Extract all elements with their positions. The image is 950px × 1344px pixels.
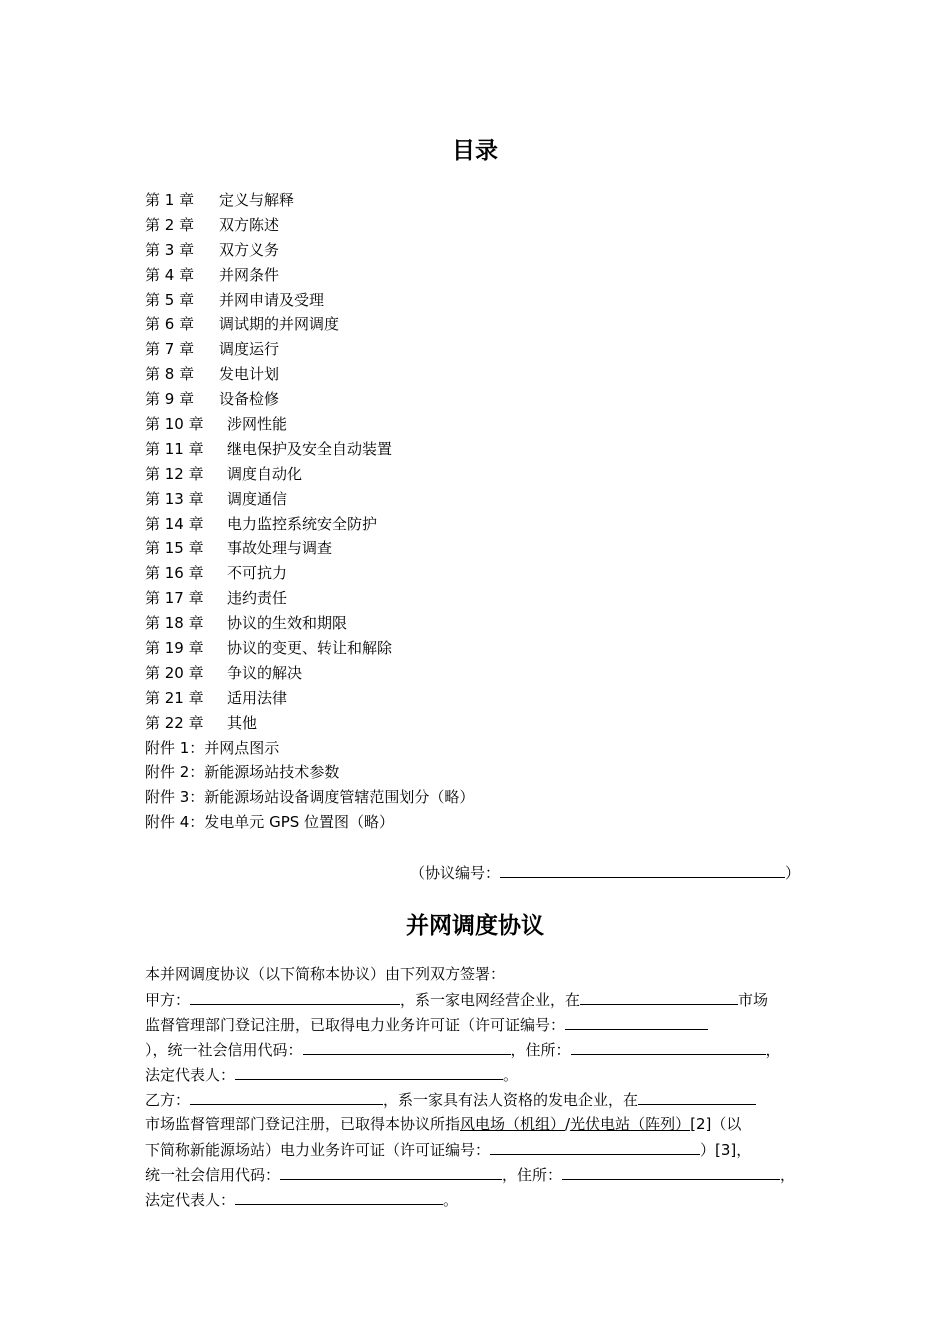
chapter-title: 协议的变更、转让和解除 xyxy=(227,639,393,658)
party-b-text: / xyxy=(565,1115,571,1133)
toc-entry xyxy=(145,337,825,362)
appendix-entry: 附件 3：新能源场站设备调度管辖范围划分（略） xyxy=(145,788,475,807)
party-b-text: 市场监督管理部门登记注册，已取得本协议所指 xyxy=(145,1115,461,1133)
chapter-number: 第 5 章 xyxy=(145,290,195,309)
party-a-text: ，系一家电网经营企业，在 xyxy=(400,991,581,1009)
chapter-title: 其他 xyxy=(227,713,258,732)
party-a-text: 监督管理部门登记注册，已取得电力业务许可证（许可证编号： xyxy=(145,1016,566,1034)
chapter-number: 第 12 章 xyxy=(145,464,204,483)
agreement-title: 并网调度协议 xyxy=(406,913,544,939)
toc-entry xyxy=(145,437,825,462)
chapter-title: 调试期的并网调度 xyxy=(219,315,340,334)
chapter-title: 争议的解决 xyxy=(227,663,303,682)
chapter-number: 第 22 章 xyxy=(145,713,204,732)
party-b-text: 统一社会信用代码： xyxy=(145,1166,281,1184)
toc-entry xyxy=(145,213,825,238)
party-a-label: 甲方： xyxy=(145,991,191,1009)
party-b-text: [2]（以 xyxy=(690,1115,742,1133)
toc-entry xyxy=(145,611,825,636)
agreement-number xyxy=(410,860,800,886)
table-of-contents xyxy=(145,188,825,835)
chapter-number: 第 1 章 xyxy=(145,191,195,209)
party-a-name-blank xyxy=(190,987,400,1005)
party-a-text: ，住所： xyxy=(510,1041,571,1059)
party-b-line-2 xyxy=(145,1112,810,1137)
party-b-name-blank xyxy=(190,1087,383,1105)
chapter-number: 第 6 章 xyxy=(145,315,195,334)
toc-entry xyxy=(145,586,825,611)
toc-entry xyxy=(145,238,825,263)
chapter-number: 第 9 章 xyxy=(145,390,195,409)
chapter-number: 第 20 章 xyxy=(145,663,204,682)
toc-entry xyxy=(145,536,825,561)
toc-entry xyxy=(145,487,825,512)
chapter-title: 适用法律 xyxy=(227,688,288,707)
party-b-text: ）[3]， xyxy=(700,1141,752,1159)
chapter-list xyxy=(145,188,825,736)
pv-station-option: 光伏电站（阵列） xyxy=(570,1115,691,1133)
toc-entry xyxy=(145,661,825,686)
chapter-title: 继电保护及安全自动装置 xyxy=(227,439,393,458)
chapter-title: 违约责任 xyxy=(227,589,288,608)
party-b-license-blank xyxy=(490,1137,700,1155)
chapter-title: 调度自动化 xyxy=(227,464,303,483)
chapter-title: 调度运行 xyxy=(219,340,280,359)
chapter-number: 第 19 章 xyxy=(145,639,204,658)
chapter-number: 第 2 章 xyxy=(145,215,195,234)
toc-entry xyxy=(145,362,825,387)
chapter-number: 第 14 章 xyxy=(145,514,204,533)
party-a-line-1 xyxy=(145,987,810,1012)
chapter-number: 第 4 章 xyxy=(145,265,195,284)
chapter-title: 设备检修 xyxy=(219,390,280,409)
chapter-number: 第 13 章 xyxy=(145,489,204,508)
toc-entry xyxy=(145,561,825,586)
toc-entry xyxy=(145,188,825,213)
party-b-text: 下简称新能源场站）电力业务许可证（许可证编号： xyxy=(145,1141,491,1159)
toc-title: 目录 xyxy=(452,138,498,164)
agreement-number-blank xyxy=(500,860,785,878)
toc-entry xyxy=(145,288,825,313)
party-b-legal-rep-blank xyxy=(235,1187,443,1205)
chapter-number: 第 18 章 xyxy=(145,614,204,633)
party-b-address-blank xyxy=(562,1162,780,1180)
party-b-text: ， xyxy=(780,1166,796,1184)
party-b-text: ，系一家具有法人资格的发电企业，在 xyxy=(383,1091,639,1109)
party-b-text: 。 xyxy=(443,1191,459,1209)
toc-entry xyxy=(145,263,825,288)
party-a-text: 市场 xyxy=(738,991,769,1009)
chapter-title: 电力监控系统安全防护 xyxy=(227,514,378,533)
party-a-legal-rep-blank xyxy=(235,1062,503,1080)
party-b-city-blank xyxy=(638,1087,756,1105)
toc-entry xyxy=(145,686,825,711)
appendix-entry: 附件 1：并网点图示 xyxy=(145,738,280,757)
party-a-text: 。 xyxy=(503,1066,519,1084)
chapter-title: 协议的生效和期限 xyxy=(227,614,348,633)
party-b-line-4 xyxy=(145,1162,810,1187)
chapter-title: 事故处理与调查 xyxy=(227,539,333,558)
party-b-text: ，住所： xyxy=(502,1166,563,1184)
chapter-title: 定义与解释 xyxy=(219,191,295,209)
party-b-label: 乙方： xyxy=(145,1091,191,1109)
chapter-title: 发电计划 xyxy=(219,365,280,384)
party-a-line-4 xyxy=(145,1062,810,1087)
party-a-credit-code-blank xyxy=(303,1037,511,1055)
chapter-title: 涉网性能 xyxy=(227,415,288,434)
party-a-city-blank xyxy=(580,987,738,1005)
chapter-number: 第 21 章 xyxy=(145,688,204,707)
party-b-line-3 xyxy=(145,1137,810,1162)
party-a-text: ），统一社会信用代码： xyxy=(145,1041,303,1059)
chapter-title: 双方陈述 xyxy=(219,215,280,234)
agreement-number-prefix: （协议编号： xyxy=(410,864,501,882)
party-a-text: ， xyxy=(765,1041,781,1059)
wind-farm-option: 风电场（机组） xyxy=(460,1115,566,1133)
chapter-title: 不可抗力 xyxy=(227,564,288,583)
agreement-body xyxy=(145,962,810,1212)
party-a-line-3 xyxy=(145,1037,810,1062)
appendix-entry: 附件 2：新能源场站技术参数 xyxy=(145,763,340,782)
chapter-title: 并网条件 xyxy=(219,265,280,284)
chapter-title: 调度通信 xyxy=(227,489,288,508)
chapter-title: 双方义务 xyxy=(219,240,280,259)
party-b-line-5 xyxy=(145,1187,810,1212)
chapter-number: 第 11 章 xyxy=(145,439,204,458)
chapter-number: 第 7 章 xyxy=(145,340,195,359)
party-b-text: 法定代表人： xyxy=(145,1191,236,1209)
party-a-license-blank xyxy=(565,1012,708,1030)
toc-entry xyxy=(145,462,825,487)
chapter-number: 第 17 章 xyxy=(145,589,204,608)
chapter-number: 第 15 章 xyxy=(145,539,204,558)
appendix-list xyxy=(145,736,825,836)
party-a-address-blank xyxy=(571,1037,766,1055)
chapter-title: 并网申请及受理 xyxy=(219,290,325,309)
chapter-number: 第 8 章 xyxy=(145,365,195,384)
intro-text: 本并网调度协议（以下简称本协议）由下列双方签署： xyxy=(145,965,506,983)
appendix-entry: 附件 4：发电单元 GPS 位置图（略） xyxy=(145,813,395,832)
toc-entry xyxy=(145,412,825,437)
toc-entry xyxy=(145,312,825,337)
party-a-line-2 xyxy=(145,1012,810,1037)
party-a-text: 法定代表人： xyxy=(145,1066,236,1084)
chapter-number: 第 10 章 xyxy=(145,415,204,434)
agreement-number-suffix: ） xyxy=(785,864,801,882)
party-b-line-1 xyxy=(145,1087,810,1112)
toc-entry xyxy=(145,512,825,537)
toc-entry xyxy=(145,636,825,661)
chapter-number: 第 16 章 xyxy=(145,564,204,583)
toc-entry xyxy=(145,387,825,412)
intro-line xyxy=(145,962,810,987)
party-b-credit-code-blank xyxy=(280,1162,502,1180)
toc-entry xyxy=(145,711,825,736)
chapter-number: 第 3 章 xyxy=(145,240,195,259)
